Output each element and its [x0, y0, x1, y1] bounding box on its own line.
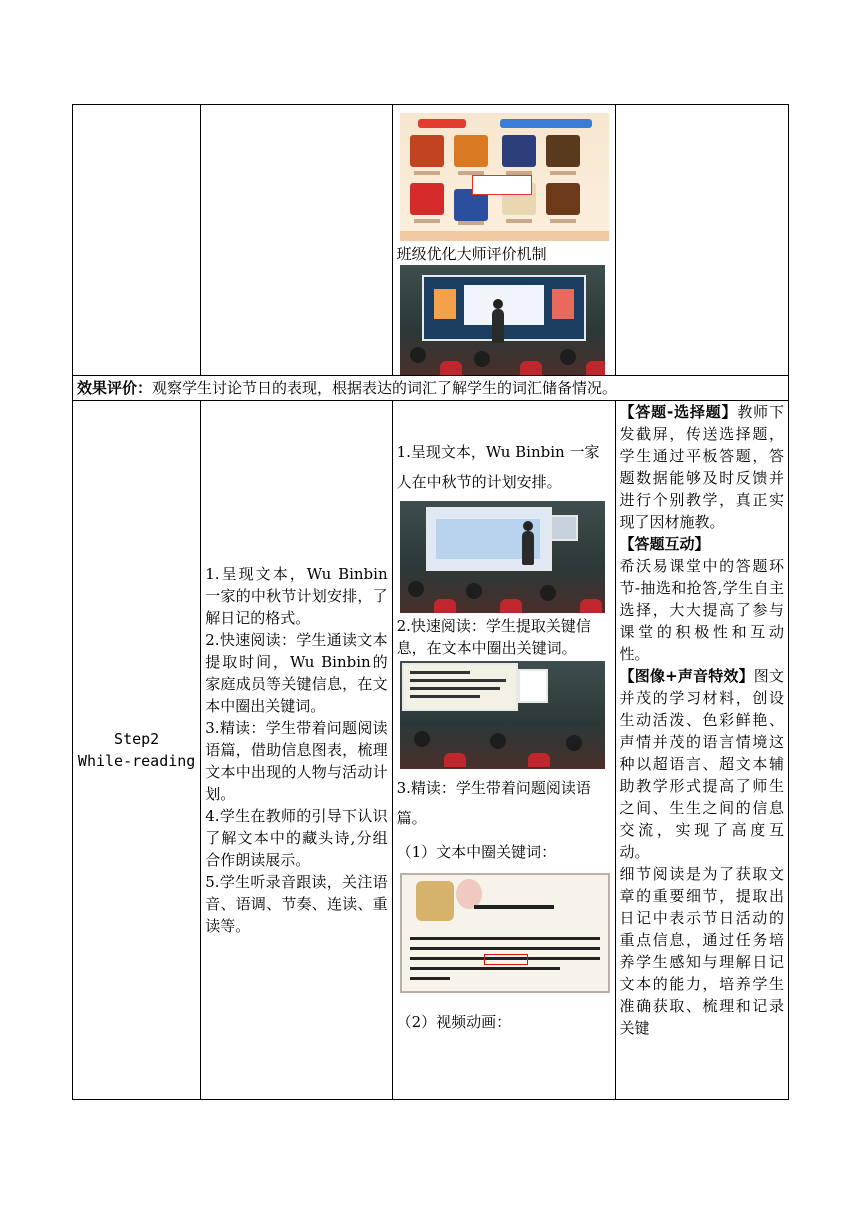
- table-row-evaluation: [73, 376, 789, 401]
- cell-media-festivals: [392, 105, 615, 376]
- activity-item-2: 2.快速阅读：学生通读文本提取时间，Wu Binbin的家庭成员等关键信息，在文本中圈出关键词。: [205, 631, 388, 715]
- note-2-title: 【答题互动】: [619, 535, 710, 553]
- table-row-intro-continued: [73, 105, 789, 376]
- cell-step2-label: [73, 401, 201, 1100]
- activity-item-3: 3.精读：学生带着问题阅读语篇，借助信息图表，梳理文本中出现的人物与活动计划。: [205, 719, 388, 803]
- lesson-plan-table: [72, 104, 789, 1100]
- classroom-photo-1: [400, 265, 605, 375]
- table-row-step2: [73, 401, 789, 1100]
- evaluation-label: 效果评价：: [77, 379, 153, 397]
- cell-notes-empty: [615, 105, 789, 376]
- cell-step-empty: [73, 105, 201, 376]
- evaluation-cell: [73, 376, 789, 401]
- cell-media: [392, 401, 615, 1100]
- cell-student-activities: [201, 401, 392, 1100]
- media-item-2: 2.快速阅读：学生提取关键信息，在文本中圈出关键词。: [396, 617, 591, 657]
- media-sub-2: （2）视频动画：: [396, 1013, 512, 1031]
- activity-item-1: 1.呈现文本，Wu Binbin一家的中秋节计划安排，了解日记的格式。: [205, 565, 388, 627]
- note-1-title: 【答题-选择题】: [619, 403, 738, 421]
- caption-evaluation-system: 班级优化大师评价机制: [396, 245, 547, 263]
- activity-item-4: 4.学生在教师的引导下认识了解文本中的藏头诗,分组合作朗读展示。: [205, 807, 388, 869]
- note-4: 细节阅读是为了获取文章的重要细节，提取出日记中表示节日活动的重点信息，通过任务培养学生感知与理解日记文本的能力，培养学生准确获取、梳理和记录关键: [619, 865, 784, 1037]
- festival-collage-image: [400, 113, 609, 241]
- note-3-text: 图文并茂的学习材料，创设生动活泼、色彩鲜艳、声情并茂的语言情境这种以超语言、超文本辅助教学形式提高了师生之间、生生之间的信息交流，实现了高度互动。: [619, 667, 784, 861]
- note-3-title: 【图像+声音特效】: [619, 667, 754, 685]
- text-keyword-image: [400, 873, 610, 993]
- media-item-1: 1.呈现文本，Wu Binbin 一家人在中秋节的计划安排。: [396, 443, 600, 491]
- step-label: Step2: [114, 730, 160, 748]
- classroom-photo-2: [400, 501, 605, 613]
- cell-tech-notes: [615, 401, 789, 1100]
- note-2: [620, 533, 785, 555]
- activity-item-5: 5.学生听录音跟读，关注语音、语调、节奏、连读、重读等。: [205, 873, 388, 935]
- note-3: [620, 665, 785, 863]
- media-sub-1: （1）文本中圈关键词：: [396, 843, 557, 861]
- media-item-3: 3.精读：学生带着问题阅读语篇。: [396, 779, 591, 827]
- classroom-photo-3: [400, 661, 605, 769]
- evaluation-text: 观察学生讨论节日的表现，根据表达的词汇了解学生的词汇储备情况。: [152, 379, 618, 397]
- note-1-text: 教师下发截屏，传送选择题，学生通过平板答题，答题数据能够及时反馈并进行个别教学，真正实现了因材施教。: [619, 403, 784, 531]
- step-name: While-reading: [77, 752, 196, 770]
- cell-activity-empty: [201, 105, 392, 376]
- note-1: [620, 401, 785, 533]
- note-2-body: 希沃易课堂中的答题环节-抽选和抢答,学生自主选择，大大提高了参与课堂的积极性和互动性。: [619, 557, 784, 663]
